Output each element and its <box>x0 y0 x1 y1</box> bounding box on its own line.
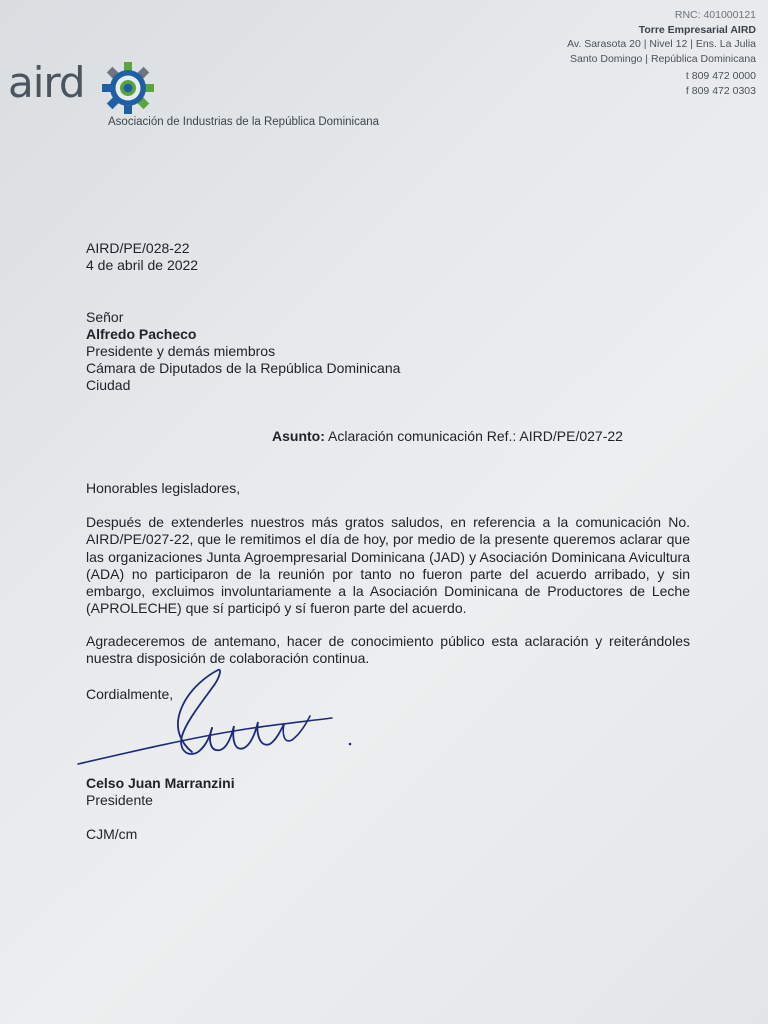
typist-initials: CJM/cm <box>86 826 138 842</box>
org-name: Asociación de Industrias de la República Dominicana <box>108 116 380 128</box>
reference-number: AIRD/PE/028-22 <box>86 240 190 256</box>
salutation-title: Señor <box>86 309 124 325</box>
recipient-name: Alfredo Pacheco <box>86 326 197 342</box>
body-paragraph-1: Después de extenderles nuestros más gratos saludos, en referencia a la comunicación No. AIRD/PE/027-22, que le remitimos el día de hoy, por medio de la presente queremos aclarar que las organizaciones Junta Agroempresarial Dominicana (JAD) y Asociación Dominicana Avicultura (ADA) no participaron de la reunión por tanto no fueron parte del acuerdo arribado, y sin embargo, excluimos involuntariamente a la Asociación Dominicana de Productores de Leche (APROLECHE) que sí participó y sí fueron parte del acuerdo. <box>86 514 690 617</box>
closing: Cordialmente, <box>86 686 174 702</box>
rnc-number: RNC: 401000121 <box>674 9 756 21</box>
signer-title: Presidente <box>86 792 153 808</box>
letter-date: 4 de abril de 2022 <box>86 257 199 273</box>
fax-number: f 809 472 0303 <box>685 84 756 97</box>
recipient-org: Cámara de Diputados de la República Dominicana <box>86 360 401 376</box>
subject-text: Aclaración comunicación Ref.: AIRD/PE/027-22 <box>324 428 623 444</box>
recipient-city: Ciudad <box>86 377 131 393</box>
signer-name: Celso Juan Marranzini <box>86 775 235 791</box>
building-name: Torre Empresarial AIRD <box>638 23 756 36</box>
address-line-2: Santo Domingo | República Dominicana <box>570 52 756 65</box>
handwritten-signature <box>70 660 370 780</box>
phone-number: t 809 472 0000 <box>685 70 756 82</box>
recipient-role: Presidente y demás miembros <box>86 343 276 359</box>
contact-block <box>567 8 756 98</box>
body-paragraph-2: Agradeceremos de antemano, hacer de conocimiento público esta aclaración y reiterándoles nuestra disposición de colaboración continua. <box>86 633 690 667</box>
subject-line <box>272 428 623 445</box>
logo-wordmark: aird <box>8 58 85 107</box>
subject-label: Asunto: <box>272 428 325 444</box>
address-line-1: Av. Sarasota 20 | Nivel 12 | Ens. La Julia <box>567 38 756 50</box>
greeting: Honorables legisladores, <box>86 480 241 496</box>
gear-logo-icon <box>100 60 156 116</box>
